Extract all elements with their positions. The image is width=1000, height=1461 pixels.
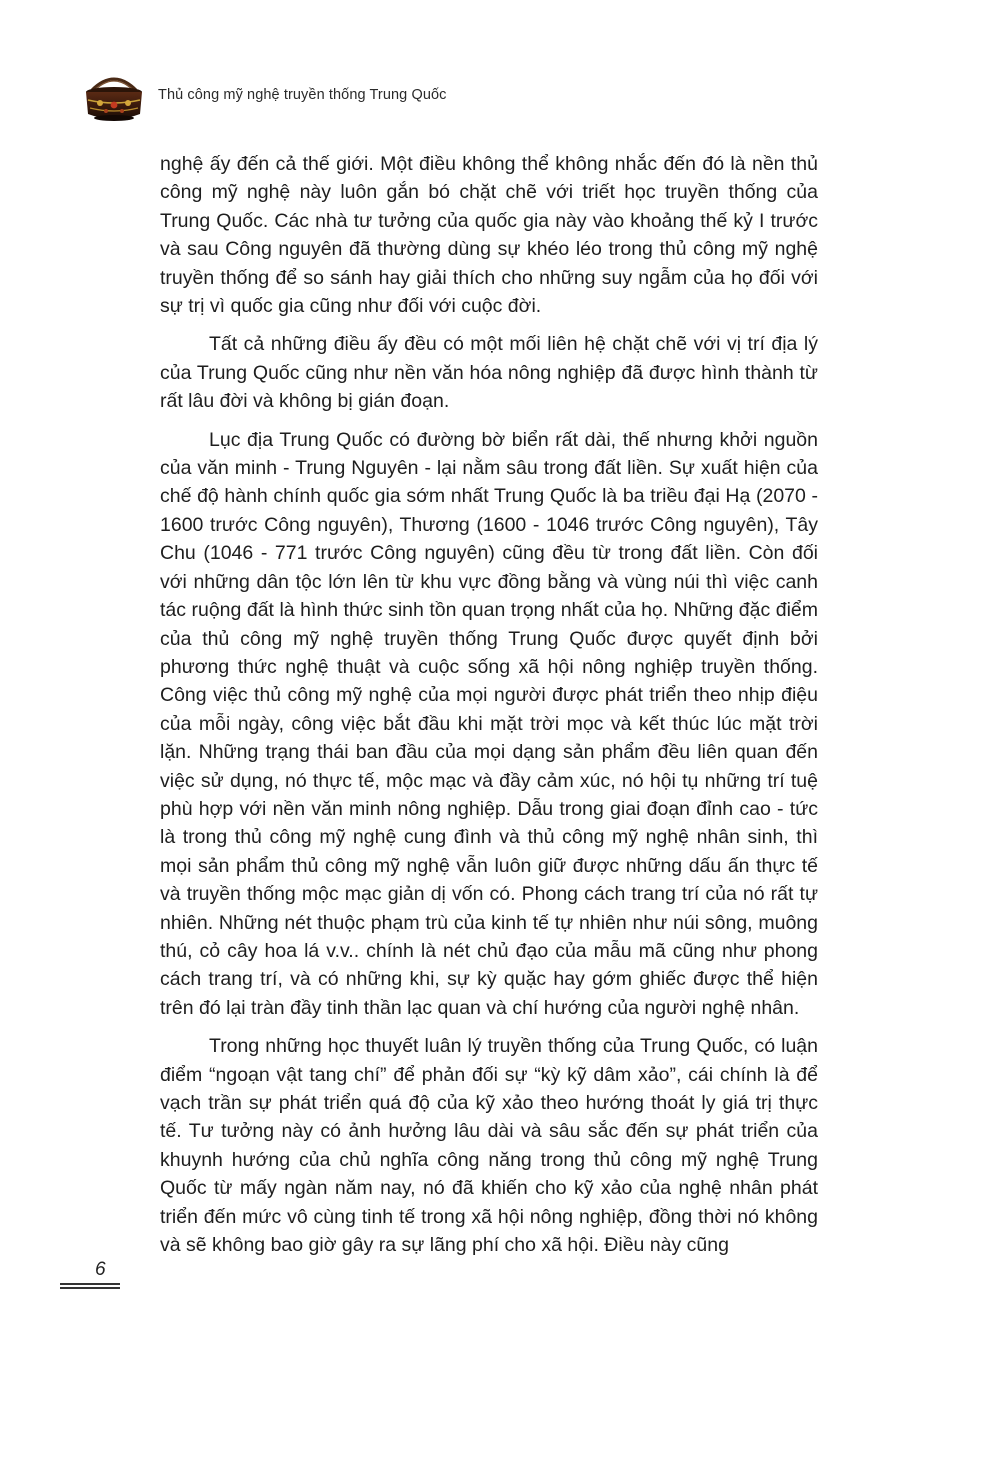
paragraph-1: nghệ ấy đến cả thế giới. Một điều không thể không nhắc đến đó là nền thủ công mỹ nghệ này luôn gắn bó chặt chẽ với triết học truyền thống của Trung Quốc. Các nhà tư tưởng của quốc gia này vào khoảng thế kỷ I trước và sau Công nguyên đã thường dùng sự khéo léo trong thủ công mỹ nghệ truyền thống để so sánh hay giải thích cho những suy ngẫm của họ đối với sự trị vì quốc gia cũng như đối với cuộc đời. <box>160 153 818 318</box>
page-number: 6 <box>95 1259 106 1280</box>
paragraph-3: Lục địa Trung Quốc có đường bờ biển rất dài, thế nhưng khởi nguồn của văn minh - Trung Nguyên - lại nằm sâu trong đất liền. Sự xuất hiện của chế độ hành chính quốc gia sớm nhất Trung Quốc là ba triều đại Hạ (2070 - 1600 trước Công nguyên), Thương (1600 - 1046 trước Công nguyên), Tây Chu (1046 - 771 trước Công nguyên) cũng đều từ trong đất liền. Còn đối với những dân tộc lớn lên từ khu vực đồng bằng và vùng núi thì việc canh tác ruộng đất là hình thức sinh tồn quan trọng nhất của họ. Những đặc điểm của thủ công mỹ nghệ truyền thống Trung Quốc được quyết định bởi phương thức nghệ thuật và cuộc sống xã hội nông nghiệp truyền thống. Công việc thủ công mỹ nghệ của mọi người được phát triển theo nhịp điệu của mỗi ngày, công việc bắt đầu khi mặt trời mọc và kết thúc lúc mặt trời lặn. Những trạng thái ban đầu của mọi dạng sản phẩm đều liên quan đến việc sử dụng, nó thực tế, mộc mạc và đầy cảm xúc, nó hội tụ những trí tuệ phù hợp với nền văn minh nông nghiệp. Dẫu trong giai đoạn đỉnh cao - tức là trong thủ công mỹ nghệ cung đình và thủ công mỹ nghệ nhân sinh, thì mọi sản phẩm thủ công mỹ nghệ vẫn luôn giữ được những dấu ấn thực tế và truyền thống mộc mạc giản dị vốn có. Phong cách trang trí của nó rất tự nhiên. Những nét thuộc phạm trù của kinh tế tự nhiên như núi sông, muông thú, cỏ cây hoa lá v.v.. chính là nét chủ đạo của mẫu mã cũng như phong cách trang trí, và có những khi, sự kỳ quặc hay gớm ghiếc được thể hiện trên đó lại tràn đầy tinh thần lạc quan và chí hướng của người nghệ nhân. <box>160 428 818 1019</box>
paragraph-2: Tất cả những điều ấy đều có một mối liên hệ chặt chẽ với vị trí địa lý của Trung Quốc cũng như nền văn hóa nông nghiệp đã được hình thành từ rất lâu đời và không bị gián đoạn. <box>160 333 818 413</box>
body-text <box>160 150 818 1269</box>
lacquer-basket-icon <box>82 70 146 124</box>
running-header-title: Thủ công mỹ nghệ truyền thống Trung Quốc <box>158 87 447 103</box>
paragraph-4: Trong những học thuyết luân lý truyền thống của Trung Quốc, có luận điểm “ngoạn vật tang chí” để phản đối sự “kỳ kỹ dâm xảo”, cái chính là để vạch trần sự phát triển quá độ của kỹ xảo theo hướng thoát ly giá trị thực tế. Tư tưởng này có ảnh hưởng lâu dài và sâu sắc đến sự phát triển của khuynh hướng của chủ nghĩa công năng trong thủ công mỹ nghệ Trung Quốc từ mấy ngàn năm nay, nó đã khiến cho kỹ xảo của nghệ nhân phát triển đến mức vô cùng tinh tế trong xã hội nông nghiệp, đồng thời nó không và sẽ không bao giờ gây ra sự lãng phí cho xã hội. Điều này cũng <box>160 1035 818 1257</box>
page-number-rule-top <box>60 1283 120 1285</box>
page-number-rule-bottom <box>60 1287 120 1289</box>
